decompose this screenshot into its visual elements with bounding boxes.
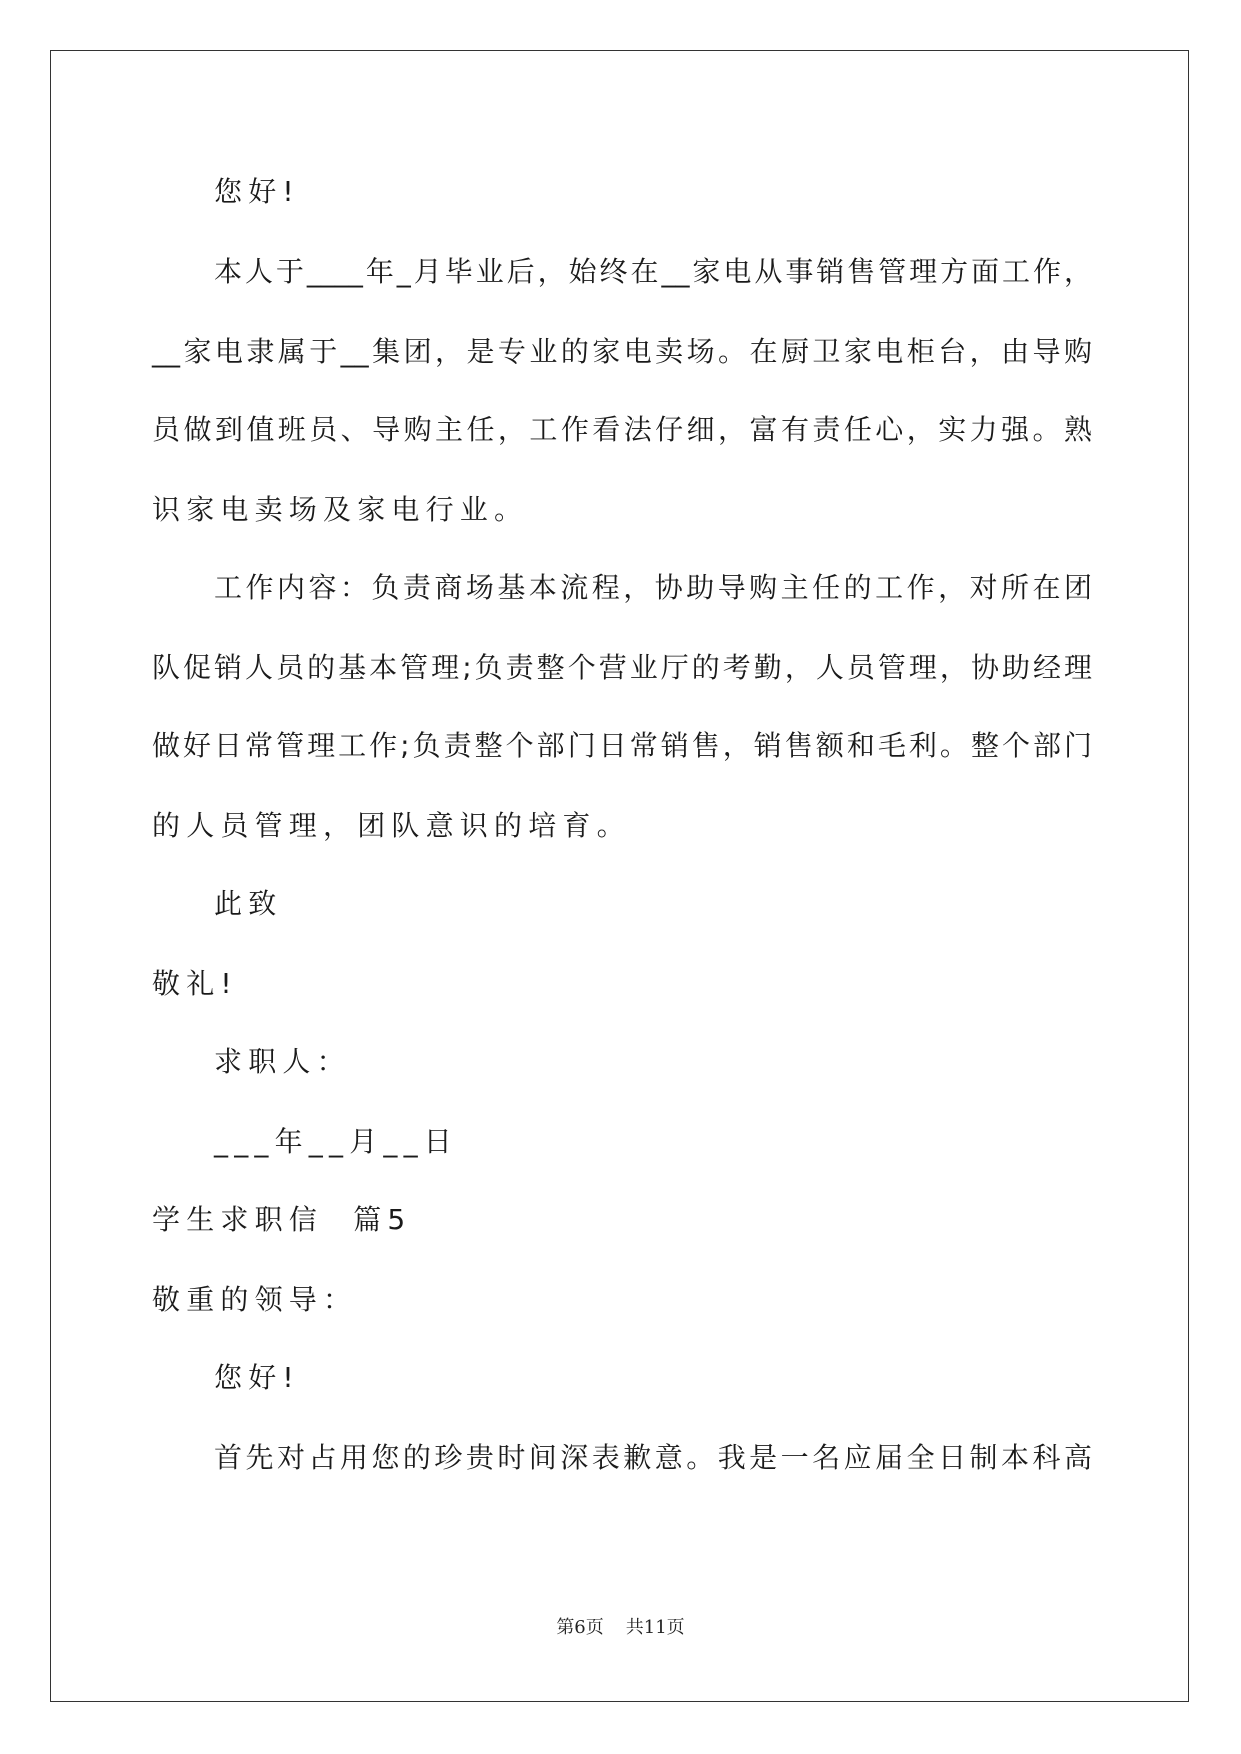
- date-line: ___年__月__日: [214, 1125, 459, 1158]
- body-line: __家电隶属于__集团，是专业的家电卖场。在厨卫家电柜台，由导购: [152, 335, 1092, 368]
- body-line: 员做到值班员、导购主任，工作看法仔细，富有责任心，实力强。熟: [152, 413, 1092, 446]
- body-line: 首先对占用您的珍贵时间深表歉意。我是一名应届全日制本科高: [214, 1441, 1092, 1474]
- page-total: 共11页: [625, 1617, 685, 1638]
- body-line: 识家电卖场及家电行业。: [152, 493, 529, 526]
- page-number: 第6页: [556, 1617, 604, 1638]
- body-line: 的人员管理，团队意识的培育。: [152, 809, 631, 842]
- greeting-line: 您好!: [214, 175, 300, 208]
- closing-line: 此致: [214, 887, 283, 920]
- body-line: 本人于____年_月毕业后，始终在__家电从事销售管理方面工作，: [214, 255, 1092, 288]
- page-footer: [0, 1616, 1241, 1640]
- addressee-line: 敬重的领导：: [152, 1283, 358, 1316]
- section-title: 学生求职信 篇5: [152, 1203, 412, 1236]
- body-line: 做好日常管理工作;负责整个部门日常销售，销售额和毛利。整个部门: [152, 729, 1092, 762]
- applicant-line: 求职人：: [214, 1045, 351, 1078]
- body-line: 队促销人员的基本管理;负责整个营业厅的考勤，人员管理，协助经理: [152, 651, 1092, 684]
- salutation-line: 敬礼!: [152, 967, 238, 1000]
- body-line: 工作内容：负责商场基本流程，协助导购主任的工作，对所在团: [214, 571, 1092, 604]
- greeting-line: 您好!: [214, 1361, 300, 1394]
